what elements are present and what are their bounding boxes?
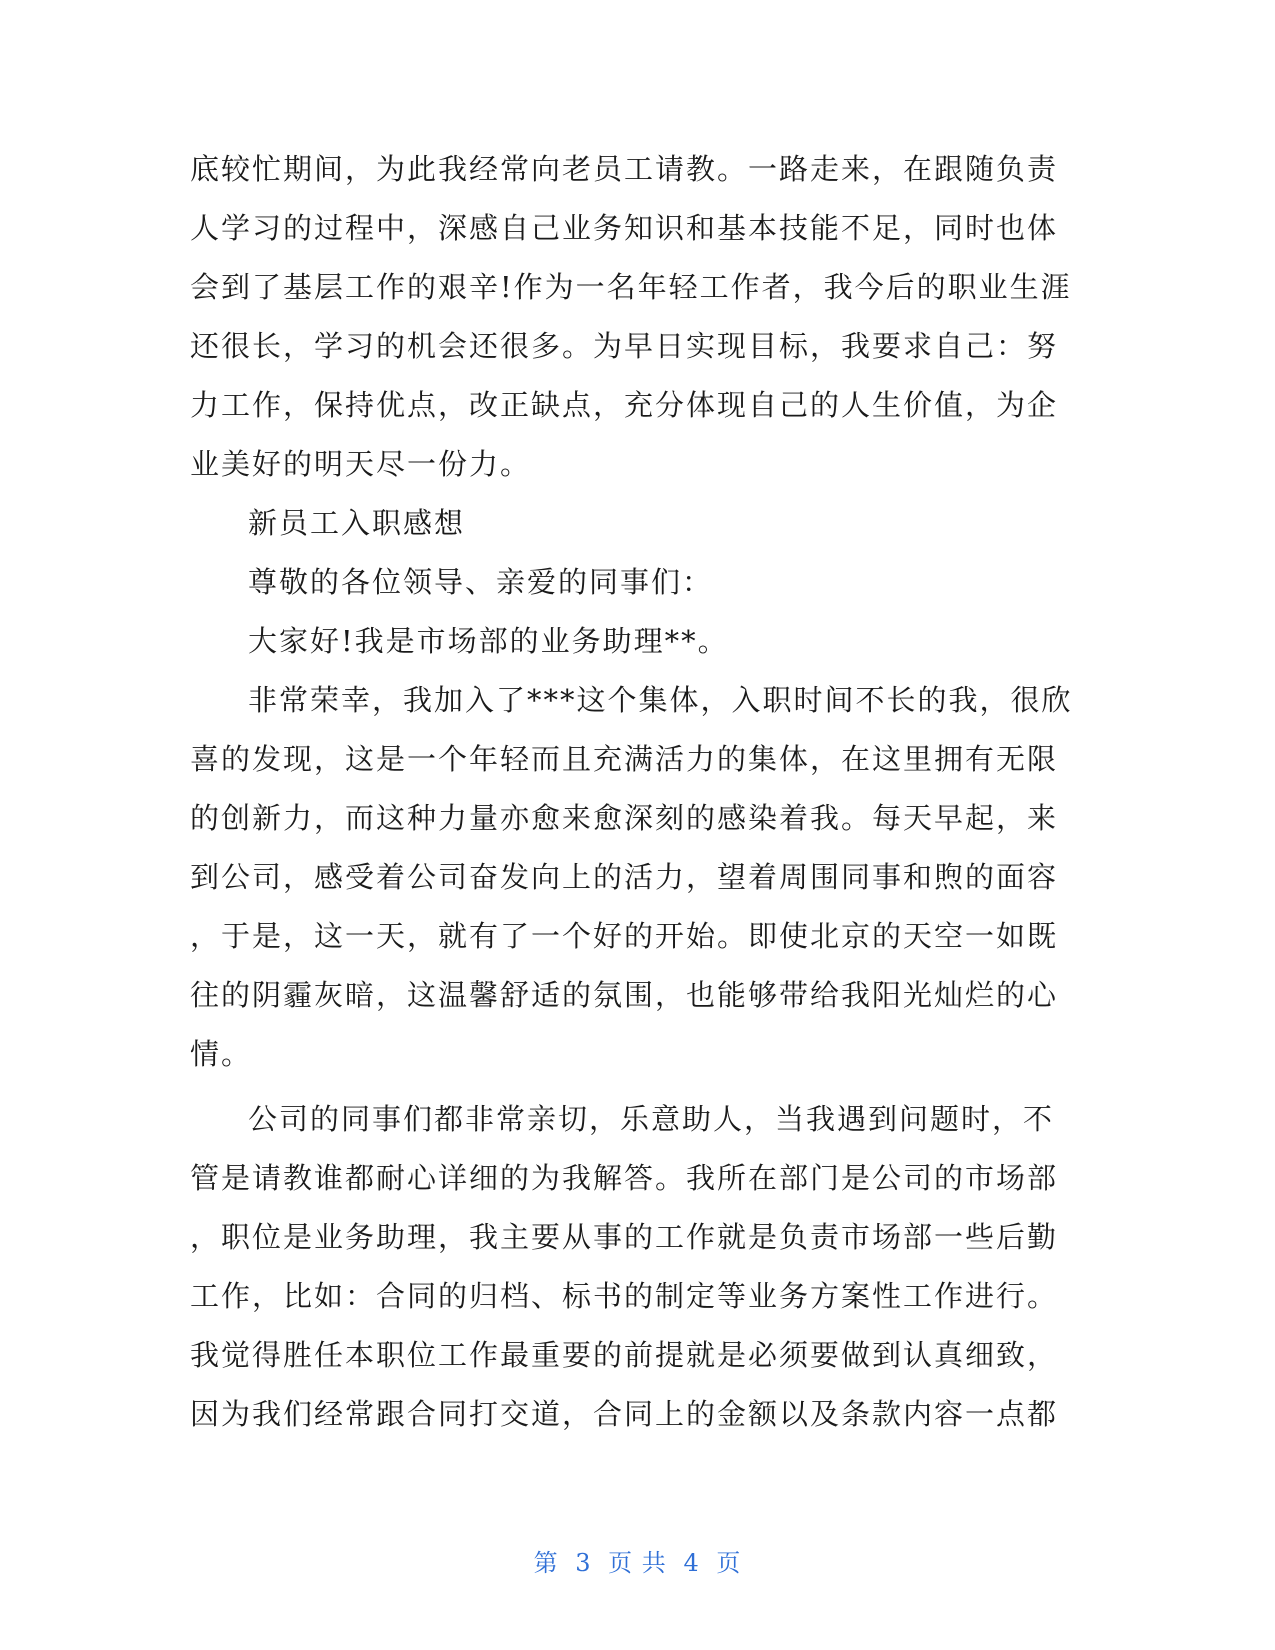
page-footer [0, 1543, 1275, 1578]
current-page-number: 3 [575, 1549, 592, 1577]
section-title: 新员工入职感想 [248, 506, 466, 540]
text-line: 因为我们经常跟合同打交道，合同上的金额以及条款内容一点都 [190, 1397, 1059, 1431]
text-line: 喜的发现，这是一个年轻而且充满活力的集体，在这里拥有无限 [190, 742, 1059, 776]
text-line: 往的阴霾灰暗，这温馨舒适的氛围，也能够带给我阳光灿烂的心 [190, 978, 1059, 1012]
text-line: 底较忙期间，为此我经常向老员工请教。一路走来，在跟随负责 [190, 152, 1059, 186]
text-line: 非常荣幸，我加入了***这个集体，入职时间不长的我，很欣 [248, 683, 1073, 717]
text-line: 力工作，保持优点，改正缺点，充分体现自己的人生价值，为企 [190, 388, 1059, 422]
text-line: 我觉得胜任本职位工作最重要的前提就是必须要做到认真细致， [190, 1338, 1059, 1372]
document-body [190, 140, 1073, 1444]
text-line: 到公司，感受着公司奋发向上的活力，望着周围同事和煦的面容 [190, 860, 1059, 894]
total-pages-number: 4 [683, 1549, 700, 1577]
text-line: 公司的同事们都非常亲切，乐意助人，当我遇到问题时，不 [248, 1102, 1055, 1136]
text-line: 情。 [190, 1037, 253, 1071]
salutation: 尊敬的各位领导、亲爱的同事们： [248, 565, 714, 599]
footer-suffix: 页 [716, 1549, 742, 1577]
text-line: 的创新力，而这种力量亦愈来愈深刻的感染着我。每天早起，来 [190, 801, 1059, 835]
text-line: 还很长，学习的机会还很多。为早日实现目标，我要求自己：努 [190, 329, 1059, 363]
greeting: 大家好!我是市场部的业务助理**。 [248, 624, 729, 658]
text-line: ，于是，这一天，就有了一个好的开始。即使北京的天空一如既 [190, 919, 1059, 953]
text-line: ，职位是业务助理，我主要从事的工作就是负责市场部一些后勤 [190, 1220, 1059, 1254]
text-line: 管是请教谁都耐心详细的为我解答。我所在部门是公司的市场部 [190, 1161, 1059, 1195]
text-line: 工作，比如：合同的归档、标书的制定等业务方案性工作进行。 [190, 1279, 1059, 1313]
footer-prefix: 第 [533, 1549, 559, 1577]
footer-middle: 页 共 [608, 1549, 667, 1577]
text-line: 人学习的过程中，深感自己业务知识和基本技能不足，同时也体 [190, 211, 1059, 245]
text-line: 会到了基层工作的艰辛!作为一名年轻工作者，我今后的职业生涯 [190, 270, 1072, 304]
text-line: 业美好的明天尽一份力。 [190, 447, 532, 481]
